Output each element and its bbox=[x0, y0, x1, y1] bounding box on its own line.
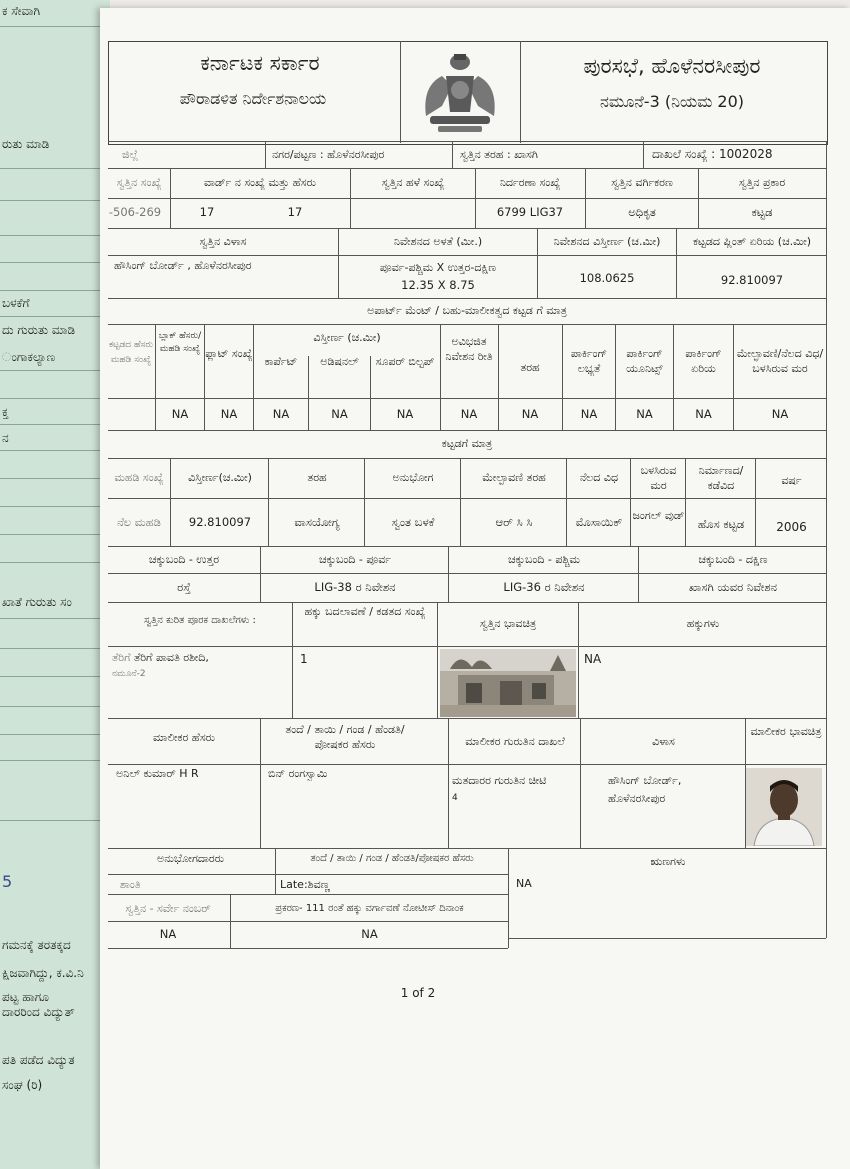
rule bbox=[108, 602, 826, 603]
col-building-name: ಕಟ್ಟಡದ ಹೆಸರು ಮಹಡಿ ಸಂಖ್ಯೆ bbox=[109, 340, 153, 365]
col-owner-name: ಮಾಲೀಕರ ಹೆಸರು bbox=[152, 731, 215, 744]
rule bbox=[268, 458, 269, 546]
rule bbox=[475, 168, 476, 228]
underlying-text: ಂಗಾಕಲ್ಯಾಣ bbox=[2, 350, 56, 364]
directorate-title: ಪೌರಾಡಳಿತ ನಿರ್ದೇಶನಾಲಯ bbox=[179, 89, 327, 108]
underlying-text: ಕ ಸೇವಾಗಿ bbox=[2, 4, 41, 18]
floor-no-value: ನೆಲ ಮಹಡಿ bbox=[117, 515, 161, 529]
rule bbox=[108, 324, 826, 325]
col-property-kind: ಸ್ವತ್ತಿನ ಪ್ರಕಾರ bbox=[738, 176, 786, 189]
dimension-value: 12.35 X 8.75 bbox=[401, 278, 475, 292]
underlying-rule bbox=[0, 706, 104, 707]
col-plinth-area: ಕಟ್ಟಡದ ಪ್ಲಿಂತ್ ಏರಿಯ (ಚ.ಮೀ) bbox=[692, 235, 812, 248]
gov-title: ಕರ್ನಾಟಕ ಸರ್ಕಾರ bbox=[200, 51, 320, 75]
rule bbox=[275, 848, 276, 894]
col-construction: ನಿರ್ಮಾಣದ/ ಕಡೆವಿದ bbox=[698, 464, 744, 492]
occupant-name-value: ಶಾಂತಿ bbox=[120, 878, 141, 891]
col-year: ವರ್ಷ bbox=[781, 474, 802, 487]
underlying-text: ದು ಗುರುತು ಮಾಡಿ bbox=[2, 323, 76, 337]
wood-used-value: ಜಂಗಲ್ ವುಡ್ bbox=[632, 509, 685, 522]
rule bbox=[108, 398, 826, 399]
col-encumbrances: ಋಣಗಳು bbox=[650, 855, 686, 868]
col-flat-no: ಫ್ಲಾಟ್ ಸಂಖ್ಯೆ bbox=[205, 347, 253, 360]
rule bbox=[643, 141, 644, 168]
underlying-rule bbox=[0, 235, 104, 236]
col-classification: ಸ್ವತ್ತಿನ ವರ್ಗಿಕರಣ bbox=[611, 176, 673, 189]
rule bbox=[108, 141, 826, 142]
page-number: 1 of 2 bbox=[400, 986, 436, 1000]
rule bbox=[108, 498, 826, 499]
col-floor-type: ನೆಲದ ವಿಧ bbox=[579, 471, 619, 484]
super-builtup-value: NA bbox=[396, 407, 414, 421]
assessment-no-value: 6799 LIG37 bbox=[496, 205, 564, 219]
rule bbox=[108, 198, 826, 199]
ward-no-value: 17 bbox=[199, 205, 215, 219]
col-building-area: ವಿಸ್ತೀರ್ಣ(ಚ.ಮೀ) bbox=[188, 471, 252, 484]
underlying-rule bbox=[0, 424, 104, 425]
col-floor-no: ಮಹಡಿ ಸಂಖ್ಯೆ bbox=[114, 471, 164, 484]
floor-type-value: ಮೊಸಾಯಿಕ್ bbox=[575, 515, 623, 529]
rule bbox=[108, 874, 508, 875]
rule bbox=[108, 298, 826, 299]
encumbrances-value: NA bbox=[516, 877, 532, 890]
col-property-photo: ಸ್ವತ್ತಿನ ಭಾವಚಿತ್ರ bbox=[479, 617, 537, 630]
rule bbox=[685, 458, 686, 546]
type-value: NA bbox=[521, 407, 539, 421]
construction-value: ಹೊಸ ಕಟ್ಟಡ bbox=[697, 517, 745, 531]
rule bbox=[698, 168, 699, 228]
rule bbox=[578, 602, 579, 718]
building-type-value: ವಾಸಯೋಗ್ಯ bbox=[294, 515, 340, 529]
additional-value: NA bbox=[331, 407, 348, 421]
rule bbox=[108, 764, 826, 765]
property-no-value: -506-269 bbox=[108, 205, 162, 219]
rule bbox=[170, 168, 171, 228]
col-notice-date: ಪ್ರಕರಣ- 111 ರಂತೆ ಹಕ್ಕು ವರ್ಗಾವಣೆ ನೋಟೀಸ್ ದಿನಾಂಕ bbox=[275, 903, 464, 914]
owner-address-line1: ಹೌಸಿಂಗ್ ಬೋರ್ಡ್, bbox=[608, 774, 682, 787]
owner-name-value: ಅನಿಲ್ ಕುಮಾರ್ H R bbox=[116, 767, 199, 780]
underlying-rule bbox=[0, 534, 104, 535]
rule bbox=[108, 718, 826, 719]
carpet-value: NA bbox=[272, 407, 290, 421]
col-occupant-parent: ತಂದೆ / ತಾಯಿ / ಗಂಡ / ಹೆಂಡತಿ/ಪೋಷಕರ ಹೆಸರು bbox=[310, 853, 474, 864]
rule bbox=[338, 228, 339, 298]
rule bbox=[108, 255, 826, 256]
underlying-text: ನ bbox=[2, 431, 9, 445]
rule bbox=[448, 546, 449, 602]
underlying-rule bbox=[0, 262, 104, 263]
form-title: ನಮೂನೆ-3 (ನಿಯಮ 20) bbox=[599, 92, 745, 111]
underlying-rule bbox=[0, 168, 104, 169]
survey-no-value: NA bbox=[159, 927, 177, 941]
owner-photo bbox=[746, 768, 822, 846]
boundary-north-value: ರಸ್ತೆ bbox=[177, 580, 191, 594]
col-file-no: ಹಕ್ಕು ಬದಲಾವಣೆ / ಕಡತದ ಸಂಖ್ಯೆ bbox=[304, 605, 426, 618]
rule bbox=[108, 168, 826, 169]
col-address: ಸ್ವತ್ತಿನ ವಿಳಾಸ bbox=[199, 235, 247, 248]
rule bbox=[108, 228, 826, 229]
doc-form-2: ನಮೂನೆ-2 bbox=[112, 669, 146, 679]
underlying-rule bbox=[0, 676, 104, 677]
parking-availability-value: NA bbox=[580, 407, 598, 421]
owner-address-line2: ಹೊಳೆನರಸೀಪುರ bbox=[608, 792, 666, 805]
underlying-text: ಖಾತೆ ಗುರುತು ಸಂ bbox=[2, 595, 72, 609]
dimension-label: ಪೂರ್ವ-ಪಶ್ಚಿಮ X ಉತ್ತರ-ದಕ್ಷಿಣ bbox=[379, 261, 497, 274]
col-additional: ಅಡಿಷನಲ್ bbox=[320, 355, 359, 368]
block-value: NA bbox=[171, 407, 189, 421]
rule bbox=[508, 938, 826, 939]
boundary-east-value: LIG-38 ರ ನಿವೇಶನ bbox=[314, 580, 396, 594]
owner-id-number: 4 bbox=[452, 793, 458, 803]
classification-value: ಅಧಿಕೃತ bbox=[628, 205, 656, 219]
file-no-value: 1 bbox=[300, 652, 308, 666]
doc-partial: ತೆರಿಗೆ bbox=[112, 651, 131, 664]
col-owner-id: ಮಾಲೀಕರ ಗುರುತಿನ ದಾಖಲೆ bbox=[465, 735, 565, 748]
col-survey-no: ಸ್ವತ್ತಿನ - ಸರ್ವೇ ನಂಬರ್ bbox=[125, 902, 211, 915]
rule bbox=[230, 894, 231, 948]
rule bbox=[108, 573, 826, 574]
doc-tax-receipt: ತೆರಿಗೆ ಪಾವತಿ ರಶೀದಿ, bbox=[133, 651, 209, 664]
col-boundary-south: ಚಕ್ಕುಬಂದಿ - ದಕ್ಷಿಣ bbox=[698, 553, 768, 566]
col-site-area: ನಿವೇಶನದ ವಿಸ್ತೀರ್ಣ (ಚ.ಮೀ) bbox=[553, 235, 661, 248]
underlying-page bbox=[0, 0, 110, 1169]
col-owner-address: ವಿಳಾಸ bbox=[652, 735, 675, 748]
col-roof-type: ಮೇಲ್ಛಾವಣಿ ತರಹ bbox=[482, 471, 546, 484]
underlying-text: ರುತು ಮಾಡಿ bbox=[2, 137, 50, 151]
underlying-rule bbox=[0, 200, 104, 201]
rule bbox=[108, 894, 508, 895]
underlying-handwritten-mark: 5 bbox=[2, 872, 13, 891]
rule bbox=[437, 602, 438, 718]
col-supporting-docs: ಸ್ವತ್ತಿನ ಕುರಿತ ಪೂರಕ ದಾಖಲೆಗಳು : bbox=[144, 615, 256, 626]
col-assessment-no: ನಿರ್ದರಣಾ ಸಂಖ್ಯೆ bbox=[499, 176, 561, 189]
col-boundary-east: ಚಕ್ಕುಬಂದಿ - ಪೂರ್ವ bbox=[318, 553, 391, 566]
rule bbox=[260, 546, 261, 602]
underlying-rule bbox=[0, 648, 104, 649]
rule bbox=[350, 168, 351, 228]
col-usage: ಅನುಭೋಗ bbox=[392, 471, 434, 484]
entry-number-field: ದಾಖಲೆ ಸಂಖ್ಯೆ : 1002028 bbox=[652, 147, 773, 161]
rule bbox=[585, 168, 586, 228]
rule bbox=[460, 458, 461, 546]
district-label: ಜಿಲ್ಲೆ bbox=[122, 148, 139, 161]
building-heading: ಕಟ್ಟಡಗೆ ಮಾತ್ರ bbox=[441, 437, 493, 450]
underlying-text: ಸಂಘ (ರಿ) bbox=[2, 1078, 43, 1092]
col-wood-used: ಬಳಸಿರುವ ಮರ bbox=[640, 464, 677, 492]
col-property-no: ಸ್ವತ್ತಿನ ಸಂಖ್ಯೆ bbox=[116, 176, 162, 189]
notice-date-value: NA bbox=[361, 927, 378, 941]
parking-area-value: NA bbox=[695, 407, 712, 421]
municipality-title: ಪುರಸಭೆ, ಹೊಳೆನರಸೀಪುರ bbox=[583, 54, 761, 78]
rule bbox=[566, 458, 567, 546]
col-parking-availability: ಪಾರ್ಕಿಂಗ್ ಲಭ್ಯತೆ bbox=[570, 347, 608, 375]
col-rights: ಹಕ್ಕುಗಳು bbox=[686, 617, 720, 630]
underlying-text: ಕ್ತ bbox=[2, 405, 9, 419]
col-roof-floor-wood: ಮೇಲ್ಛಾವಣಿ/ನೆಲದ ವಿಧ/ಬಳಸಿರುವ ಮರ bbox=[736, 347, 824, 375]
underlying-rule bbox=[0, 734, 104, 735]
underlying-text: ಪತಿ ಪಡೆದ ವಿದ್ಯುತ bbox=[2, 1053, 75, 1067]
property-type-field: ಸ್ವತ್ತಿನ ತರಹ : ಖಾಸಗಿ bbox=[460, 148, 538, 161]
rule bbox=[448, 718, 449, 848]
col-parking-units: ಪಾರ್ಕಿಂಗ್ ಯೂನಿಟ್ಸ್ bbox=[626, 347, 663, 375]
header-divider bbox=[520, 41, 521, 143]
rule bbox=[265, 141, 266, 168]
col-type: ತರಹ bbox=[520, 361, 540, 374]
col-occupant: ಅನುಭೋಗದಾರರು bbox=[156, 852, 225, 865]
col-super-builtup: ಸೂಪರ್ ಬಿಲ್ಟಪ್ bbox=[375, 355, 435, 368]
underlying-rule bbox=[0, 820, 104, 821]
underlying-text: ಗಮನಕ್ಕೆ ತರತಕ್ಕದ bbox=[2, 938, 71, 952]
col-owner-parent: ತಂದೆ / ತಾಯಿ / ಗಂಡ / ಹೆಂಡತಿ/ಪೋಷಕರ ಹೆಸರು bbox=[285, 723, 405, 751]
year-value: 2006 bbox=[776, 520, 807, 534]
underlying-rule bbox=[0, 398, 104, 399]
col-parking-area: ಪಾರ್ಕಿಂಗ್ ಏರಿಯ bbox=[685, 347, 722, 375]
occupant-parent-value: Late:ಶಿವಣ್ಣ bbox=[280, 878, 331, 891]
rule bbox=[108, 646, 826, 647]
site-area-value: 108.0625 bbox=[579, 271, 635, 285]
building-area-value: 92.810097 bbox=[188, 515, 252, 529]
flat-no-value: NA bbox=[220, 407, 238, 421]
boundary-west-value: LIG-36 ರ ನಿವೇಶನ bbox=[503, 580, 585, 594]
underlying-rule bbox=[0, 370, 104, 371]
rule bbox=[108, 546, 826, 547]
rule bbox=[170, 458, 171, 546]
col-ward: ವಾರ್ಡ್ ನ ಸಂಖ್ಯೆ ಮತ್ತು ಹೆಸರು bbox=[204, 176, 316, 189]
col-building-type: ತರಹ bbox=[307, 471, 327, 484]
rule bbox=[630, 458, 631, 546]
underlying-rule bbox=[0, 506, 104, 507]
apartment-heading: ಅಪಾರ್ಟ್ ಮೆಂಟ್ / ಬಹು-ಮಾಲೀಕತ್ವದ ಕಟ್ಟಡ ಗೆ ಮಾತ್ರ bbox=[367, 304, 567, 317]
underlying-rule bbox=[0, 450, 104, 451]
underlying-rule bbox=[0, 618, 104, 619]
town-field: ನಗರ/ಪಟ್ಟಣ : ಹೊಳೆನರಸೀಪುರ bbox=[272, 148, 385, 161]
col-boundary-west: ಚಕ್ಕುಬಂದಿ - ಪಶ್ಚಿಮ bbox=[507, 553, 581, 566]
rule bbox=[108, 430, 826, 431]
underlying-text: ದಾರರಿಂದ ವಿದ್ಯುತ್ bbox=[2, 1005, 75, 1019]
rights-value: NA bbox=[584, 652, 602, 666]
boundary-south-value: ಖಾಸಗಿ ಯವರ ನಿವೇಶನ bbox=[688, 580, 778, 594]
underlying-rule bbox=[0, 26, 104, 27]
karnataka-emblem bbox=[412, 46, 508, 136]
underlying-text: ಪಟ್ಟ ಹಾಗೂ bbox=[2, 990, 49, 1004]
property-kind-value: ಕಟ್ಟಡ bbox=[751, 205, 773, 219]
owner-id-value: ಮತದಾರರ ಗುರುತಿನ ಚೀಟಿ bbox=[452, 774, 547, 787]
roof-type-value: ಆರ್ ಸಿ ಸಿ bbox=[495, 515, 533, 529]
ward-name-value: 17 bbox=[287, 205, 303, 219]
rule bbox=[292, 602, 293, 718]
underlying-rule bbox=[0, 478, 104, 479]
rule bbox=[364, 458, 365, 546]
address-value: ಹೌಸಿಂಗ್ ಬೋರ್ಡ್ , ಹೊಳೆನರಸೀಪುರ bbox=[114, 259, 252, 272]
col-owner-photo: ಮಾಲೀಕರ ಭಾವಚಿತ್ರ bbox=[750, 725, 822, 738]
roof-floor-wood-value: NA bbox=[771, 407, 789, 421]
col-carpet: ಕಾರ್ಪೆಟ್ bbox=[264, 355, 298, 368]
rule bbox=[452, 141, 453, 168]
rule bbox=[108, 458, 826, 459]
col-undivided-share: ಅವಿಭಜಿತ ನಿವೇಶನ ರೀತಿ bbox=[445, 335, 493, 363]
col-old-no: ಸ್ವತ್ತಿನ ಹಳೆ ಸಂಖ್ಯೆ bbox=[381, 176, 445, 189]
owner-parent-value: ಬಿನ್ ರಂಗಸ್ವಾಮಿ bbox=[268, 767, 328, 780]
underlying-text: ಬಳಕೆಗೆ bbox=[2, 296, 30, 310]
plinth-area-value: 92.810097 bbox=[720, 273, 784, 287]
property-record-sheet bbox=[100, 8, 850, 1169]
rule bbox=[638, 546, 639, 602]
underlying-text: ಕ್ಷಿಜವಾಗಿದ್ದು, ಕ.ವಿ.ನಿ bbox=[2, 966, 84, 980]
rule bbox=[537, 228, 538, 298]
underlying-rule bbox=[0, 290, 104, 291]
undivided-share-value: NA bbox=[460, 407, 478, 421]
header-divider bbox=[400, 41, 401, 143]
col-area: ವಿಸ್ತೀರ್ಣ (ಚ.ಮೀ) bbox=[313, 331, 381, 344]
rule bbox=[580, 718, 581, 848]
rule bbox=[108, 948, 508, 949]
col-site-dimension: ನಿವೇಶನದ ಅಳತೆ (ಮೀ.) bbox=[393, 235, 483, 248]
col-boundary-north: ಚಕ್ಕುಬಂದಿ - ಉತ್ತರ bbox=[148, 553, 220, 566]
rule bbox=[755, 458, 756, 546]
property-photo bbox=[440, 649, 576, 717]
underlying-rule bbox=[0, 760, 104, 761]
rule bbox=[108, 921, 508, 922]
underlying-rule bbox=[0, 316, 104, 317]
underlying-rule bbox=[0, 562, 104, 563]
usage-value: ಸ್ವಂತ ಬಳಕೆ bbox=[391, 515, 435, 529]
parking-units-value: NA bbox=[636, 407, 653, 421]
col-block: ಬ್ಲಾಕ್ ಹೆಸರು/ ಮಹಡಿ ಸಂಖ್ಯೆ bbox=[158, 331, 202, 354]
rule bbox=[260, 718, 261, 848]
rule bbox=[676, 228, 677, 298]
